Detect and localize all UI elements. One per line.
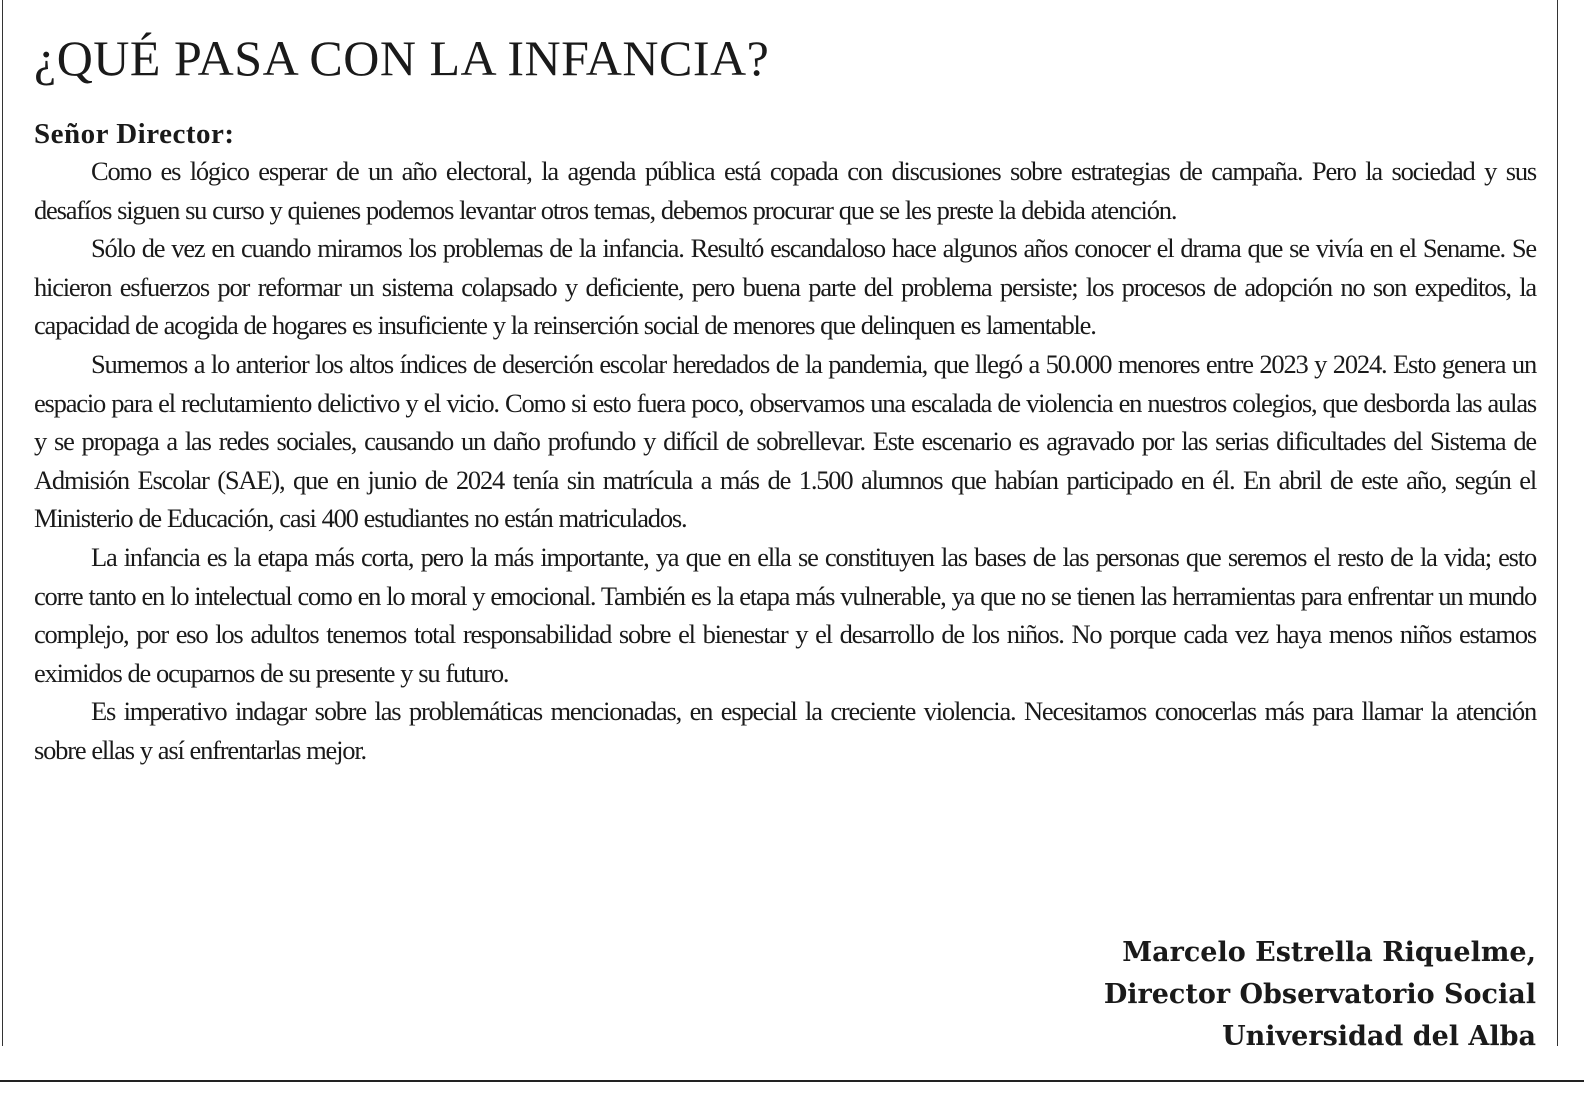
paragraph-3: Sumemos a lo anterior los altos índices de deserción escolar heredados de la pandemia, que llegó a 50.000 menores entre 2023 y 2024. Esto genera un espacio para el reclutamiento delictivo y el vicio. Como si esto fuera poco, observamos una escalada de violencia en nuestros colegios, que desborda las aulas y se propaga a las redes sociales, causando un daño profundo y difícil de sobrellevar. Este escenario es agravado por las serias dificultades del Sistema de Admisión Escolar (SAE), que en junio de 2024 tenía sin matrícula a más de 1.500 alumnos que habían participado en él. En abril de este año, según el Ministerio de Educación, casi 400 estudiantes no están matriculados. xyxy=(34,348,1536,534)
salutation: Señor Director: xyxy=(34,118,235,150)
signature-name: Marcelo Estrella Riquelme, xyxy=(1122,937,1536,968)
signature-block xyxy=(1104,932,1536,1058)
page-bottom-rule xyxy=(0,1080,1584,1082)
signature-title: Director Observatorio Social xyxy=(1103,979,1536,1010)
letter-to-editor xyxy=(34,22,1536,770)
paragraph-2: Sólo de vez en cuando miramos los problemas de la infancia. Resultó escandaloso hace algunos años conocer el drama que se vivía en el Sename. Se hicieron esfuerzos por reformar un sistema colapsado y deficiente, pero buena parte del problema persiste; los procesos de adopción no son expeditos, la capacidad de acogida de hogares es insuficiente y la reinserción social de menores que delinquen es lamentable. xyxy=(34,233,1536,341)
paragraph-1: Como es lógico esperar de un año electoral, la agenda pública está copada con discusiones sobre estrategias de campaña. Pero la sociedad y sus desafíos siguen su curso y quienes podemos levantar otros temas, debemos procurar que se les preste la debida atención. xyxy=(34,156,1536,225)
headline: ¿QUÉ PASA CON LA INFANCIA? xyxy=(34,30,770,86)
paragraph-5: Es imperativo indagar sobre las problemáticas mencionadas, en especial la creciente violencia. Necesitamos conocerlas más para llamar la atención sobre ellas y así enfrentarlas mejor. xyxy=(34,696,1536,765)
letter-body xyxy=(34,152,1536,770)
column-rule-right xyxy=(1557,0,1558,1046)
signature-institution: Universidad del Alba xyxy=(1222,1021,1536,1052)
column-rule-left xyxy=(2,0,3,1046)
paragraph-4: La infancia es la etapa más corta, pero la más importante, ya que en ella se constituyen las bases de las personas que seremos el resto de la vida; esto corre tanto en lo intelectual como en lo moral y emocional. También es la etapa más vulnerable, ya que no se tienen las herramientas para enfrentar un mundo complejo, por eso los adultos tenemos total responsabilidad sobre el bienestar y el desarrollo de los niños. No porque cada vez haya menos niños estamos eximidos de ocuparnos de su presente y su futuro. xyxy=(34,541,1536,688)
